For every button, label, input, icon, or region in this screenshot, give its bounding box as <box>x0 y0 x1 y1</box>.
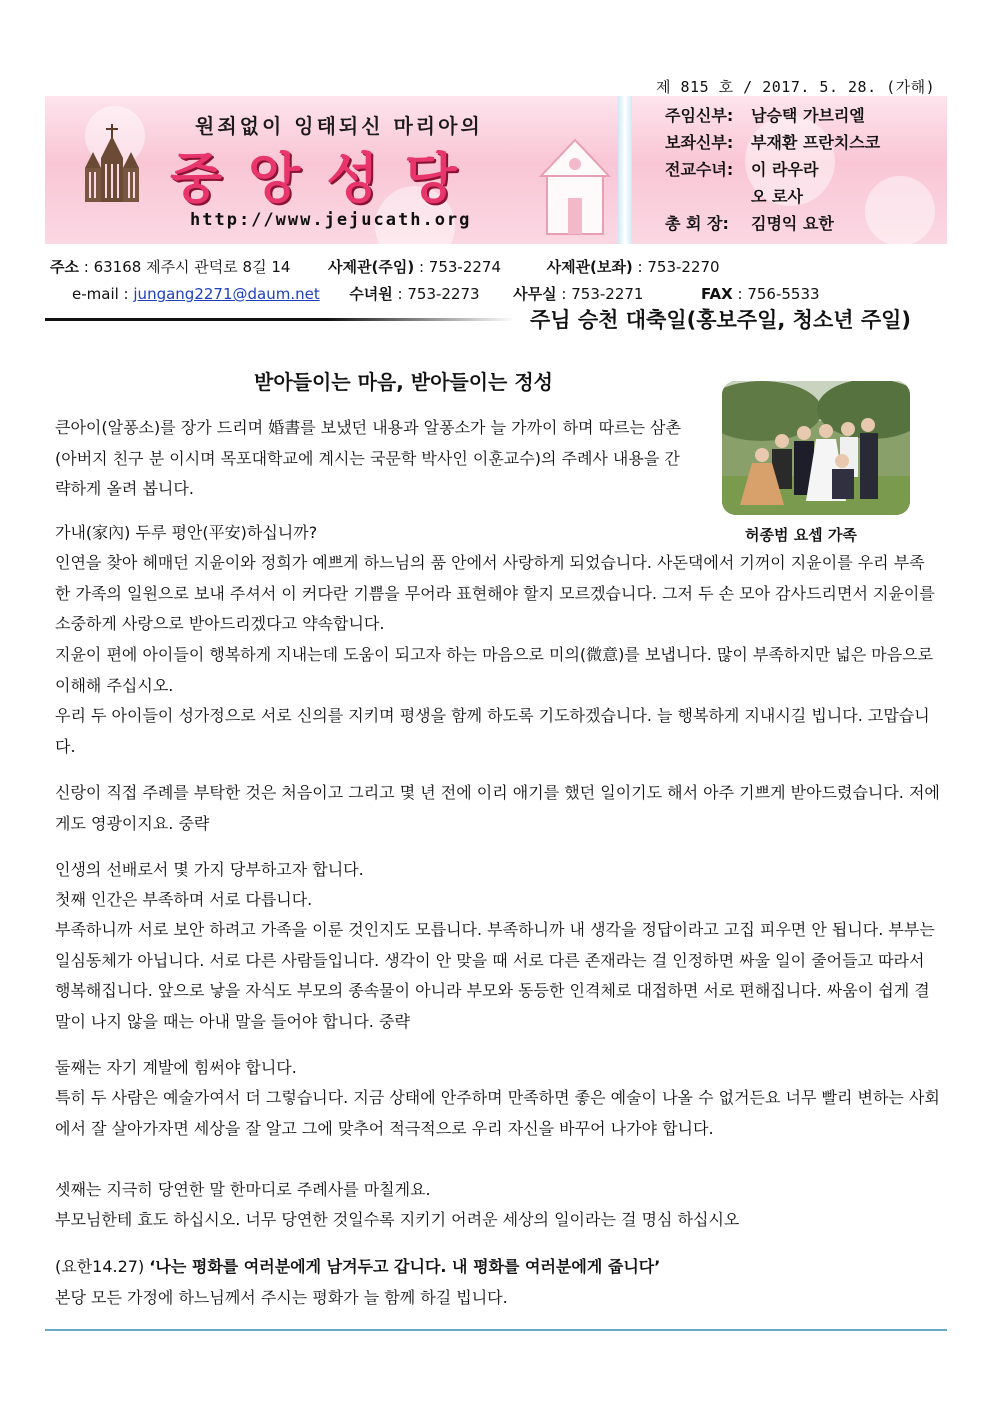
office-phone: : 753-2271 <box>561 285 644 303</box>
banner-divider <box>618 96 632 244</box>
article-paragraph: 첫째 인간은 부족하며 서로 다릅니다. <box>55 890 313 909</box>
header-banner <box>45 96 947 244</box>
article-paragraph: 가내(家內) 두루 평안(平安)하십니까? <box>55 523 318 542</box>
closing-blessing: 본당 모든 가정에 하느님께서 주시는 평화가 늘 함께 하길 빕니다. <box>55 1288 508 1307</box>
article-paragraph: 신랑이 직접 주례를 부탁한 것은 처음이고 그리고 몇 년 전에 이리 애기를 했던 일이기도 해서 아주 기쁘게 받아드렸습니다. 저에게도 영광이지요. 중략 <box>55 783 940 833</box>
staff-row: 총 회 장: 김명익 요한 <box>665 214 834 233</box>
staff-list <box>665 102 880 237</box>
header-rule <box>45 318 515 321</box>
staff-row: 전교수녀: 이 라우라 <box>665 160 819 179</box>
email-label: e-mail : <box>72 285 129 303</box>
contact-row-1 <box>50 254 950 281</box>
fax-number: : 756-5533 <box>737 285 820 303</box>
office-label: 사무실 <box>513 285 557 303</box>
rectory-main-label: 사제관(주임) <box>328 258 415 276</box>
sunday-title: 주님 승천 대축일(홍보주일, 청소년 주일) <box>530 308 911 332</box>
rectory-main-phone: : 753-2274 <box>418 258 502 276</box>
email-link[interactable]: jungang2271@daum.net <box>133 285 320 303</box>
article-paragraph: 부족하니까 서로 보안 하려고 가족을 이룬 것인지도 모릅니다. 부족하니까 내 생각을 정답이라고 고집 피우면 안 됩니다. 부부는 일심동체가 아닙니다. 서로 다른 사람들입니다. 생각이 안 맞을 때 서로 다른 존재라는 걸 인정하면 싸울 일이 줄어들고 따라서 행복해집니다. 앞으로 낳을 자식도 부모의 종속물이 아니라 부모와 동등한 인격체로 대접하면 서로 편해집니다. 싸움이 쉽게 결말이 나지 않을 때는 아내 말을 들어야 합니다. 중략 <box>55 920 935 1031</box>
church-icon <box>81 124 143 204</box>
convent-label: 수녀원 <box>349 285 393 303</box>
contact-info <box>50 254 950 308</box>
address-label: 주소 <box>50 258 79 276</box>
issue-number: 제 815 호 / 2017. 5. 28. (가해) <box>656 78 936 96</box>
staff-row: 보좌신부: 부재환 프란치스코 <box>665 133 881 152</box>
banner-url: http://www.jejucath.org <box>190 210 472 230</box>
staff-row: 주임신부: 남승택 가브리엘 <box>665 106 865 125</box>
quote-text: ‘나는 평화를 여러분에게 남겨두고 갑니다. 내 평화를 여러분에게 줍니다’ <box>149 1257 661 1276</box>
quote-reference: (요한14.27) <box>55 1257 145 1276</box>
scripture-quote <box>55 1252 940 1283</box>
article-paragraph: 특히 두 사람은 예술가여서 더 그렇습니다. 지금 상태에 안주하며 만족하면 좋은 예술이 나올 수 없거든요 너무 빨리 변하는 사회에서 잘 살아가자면 세상을 잘 알고 그에 맞추어 적극적으로 우리 자신을 바꾸어 나가야 합니다. <box>55 1088 940 1138</box>
fax-label: FAX <box>701 285 733 303</box>
banner-title: 중앙성당 <box>170 147 483 210</box>
staff-row: 오 로사 <box>751 187 803 206</box>
footer-rule <box>45 1329 947 1331</box>
family-photo <box>722 381 910 515</box>
article-title: 받아들이는 마음, 받아들이는 정성 <box>254 370 553 394</box>
rectory-assist-label: 사제관(보좌) <box>546 258 633 276</box>
chapel-icon <box>535 136 615 236</box>
article-paragraph: 셋째는 지극히 당연한 말 한마디로 주례사를 마칠게요. <box>55 1180 431 1199</box>
article-paragraph: 큰아이(알퐁소)를 장가 드리며 婚書를 보냈던 내용과 알퐁소가 늘 가까이 하며 따르는 삼촌(아버지 친구 분 이시며 목포대학교에 계시는 국문학 박사인 이훈교수)의 주례사 내용을 간략하게 올려 봅니다. <box>55 418 681 498</box>
rectory-assist-phone: : 753-2270 <box>637 258 720 276</box>
convent-phone: : 753-2273 <box>397 285 480 303</box>
article-paragraph: 우리 두 아이들이 성가정으로 서로 신의를 지키며 평생을 함께 하도록 기도하겠습니다. 늘 행복하게 지내시길 빕니다. 고맙습니다. <box>55 706 930 756</box>
address: : 63168 제주시 관덕로 8길 14 <box>83 258 291 276</box>
article-paragraph: 부모님한테 효도 하십시오. 너무 당연한 것일수록 지키기 어려운 세상의 일이라는 걸 명심 하십시오 <box>55 1210 740 1229</box>
article-paragraph: 둘째는 자기 계발에 힘써야 합니다. <box>55 1058 297 1077</box>
article-paragraph: 인연을 찾아 헤매던 지윤이와 정희가 예쁘게 하느님의 품 안에서 사랑하게 되었습니다. 사돈댁에서 기꺼이 지윤이를 우리 부족한 가족의 일원으로 보내 주셔서 이 커다란 기쁨을 무어라 표현해야 할지 모르겠습니다. 그저 두 손 모아 감사드리면서 지윤이를 소중하게 사랑으로 받아드리겠다고 약속합니다. <box>55 553 935 633</box>
article-paragraph: 인생의 선배로서 몇 가지 당부하고자 합니다. <box>55 860 364 879</box>
banner-subtitle: 원죄없이 잉태되신 마리아의 <box>195 114 483 138</box>
photo-caption: 허종범 요셉 가족 <box>745 526 857 544</box>
article-paragraph: 지윤이 편에 아이들이 행복하게 지내는데 도움이 되고자 하는 마음으로 미의(微意)를 보냅니다. 많이 부족하지만 넓은 마음으로 이해해 주십시오. <box>55 645 934 695</box>
